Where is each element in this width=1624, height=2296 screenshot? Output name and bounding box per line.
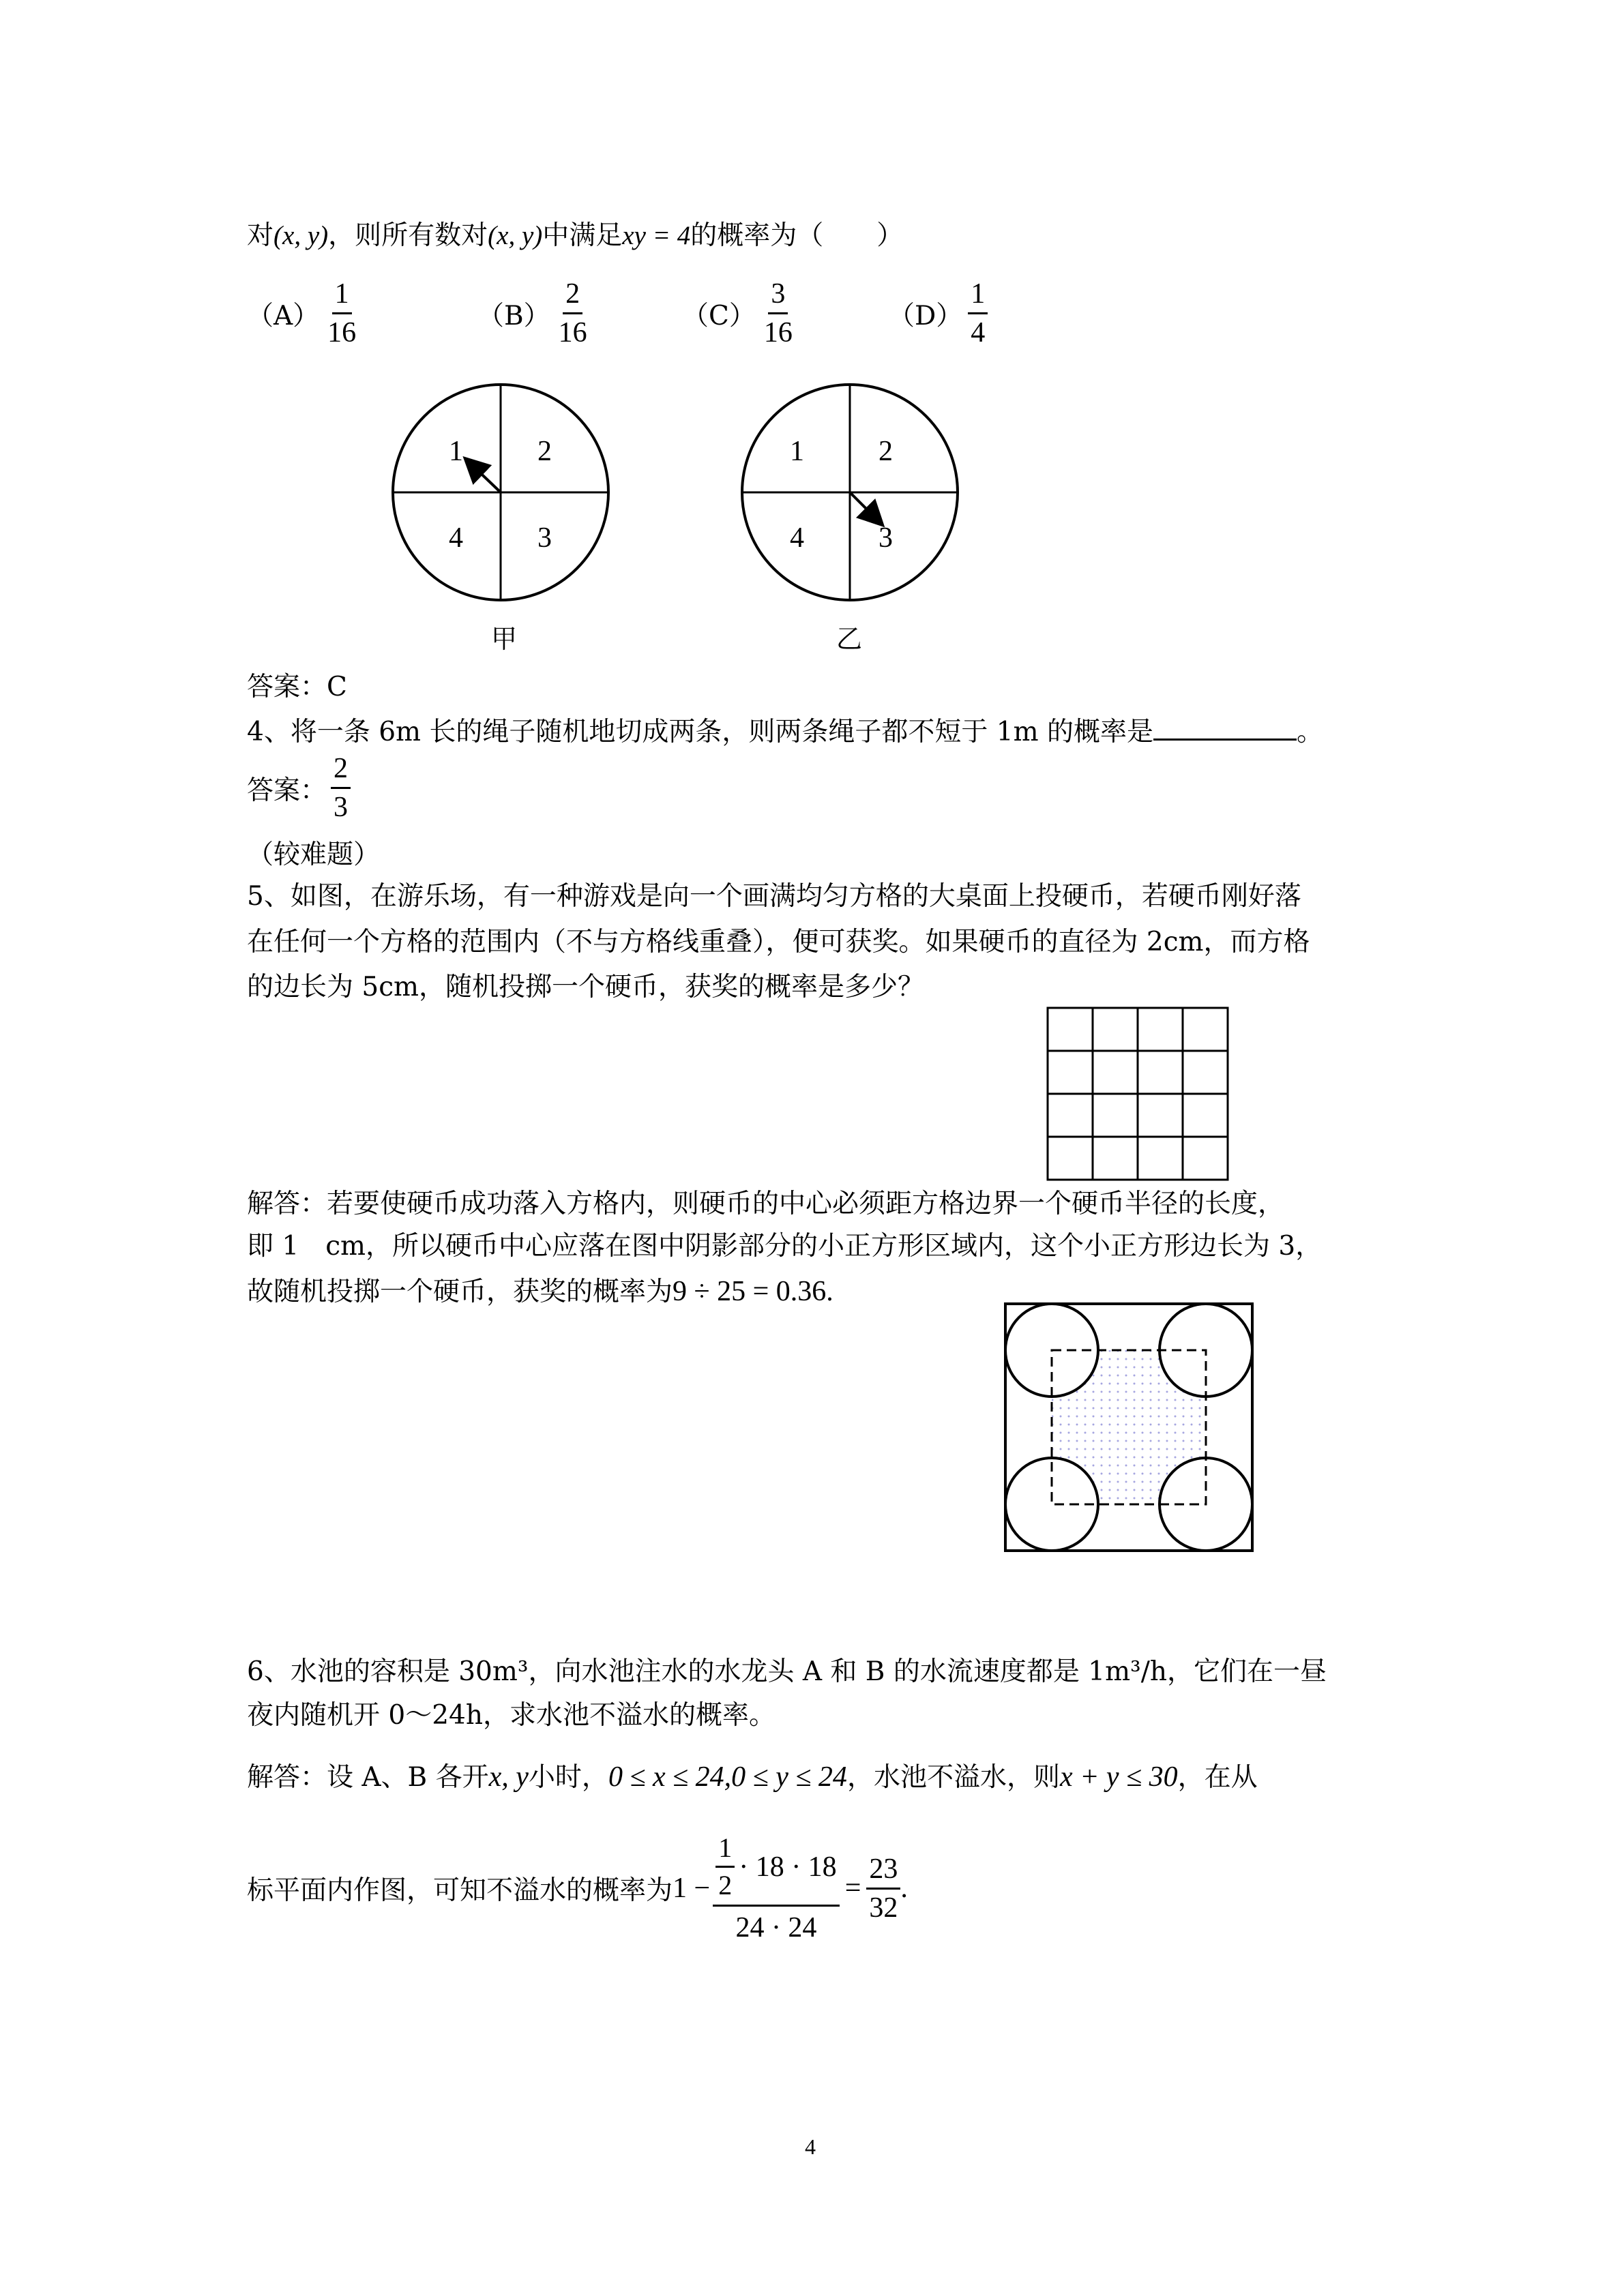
option-d-label: （D） [888,300,963,331]
option-d-num: 1 [968,280,988,314]
spinner-left-num-2: 2 [537,436,552,467]
q5-line-3: 的边长为 5cm，随机投掷一个硬币，获奖的概率是多少？ [247,972,925,1002]
q6-inner-num: 1 [715,1834,735,1868]
q5-sol-3 [247,1272,833,1311]
q4-answer-blank [1153,711,1297,741]
option-d-den: 4 [971,317,986,348]
q5-sol-3-math: 9 ÷ 25 = 0.36. [673,1276,833,1307]
spinner-left-num-3: 3 [537,522,552,554]
q6-sol-tail: ，在从 [1177,1762,1258,1793]
q4-text: 4、将一条 6m 长的绳子随机地切成两条，则两条绳子都不短于 1m 的概率是 [247,717,1153,747]
spinner-figure [382,375,982,661]
q6-sol-mid: 小时， [528,1762,608,1793]
spinner-left-num-4: 4 [449,522,463,554]
option-a-label: （A） [247,300,320,331]
q4-answer-frac [331,754,351,822]
option-d-frac [968,280,988,347]
spinner-right-num-4: 4 [790,522,804,554]
q6-res-den: 32 [869,1892,898,1924]
option-b-den: 16 [558,317,587,348]
spinner-left-arrow [471,464,501,492]
q3-pair1: (x, y) [274,221,329,250]
q4-question [247,711,1323,751]
spinner-right-num-2: 2 [879,436,893,467]
q6-sol-vars: x, y [488,1761,529,1793]
q3-stem [247,217,903,255]
spinner-right-caption: 乙 [836,624,863,654]
q5-sol-2: 即 1 cm，所以硬币中心应落在图中阴影部分的小正方形区域内，这个小正方形边长为 3， [247,1231,1323,1262]
q3-mid1: ，则所有数对 [328,220,488,251]
coin-figure [1001,1300,1256,1555]
q6-one-minus: 1 − [673,1873,711,1904]
q4-answer-num: 2 [331,754,351,789]
q4-answer-den: 3 [334,792,349,823]
q6-line-2: 夜内随机开 0～24h，求水池不溢水的概率。 [247,1700,776,1731]
spinner-right-num-3: 3 [879,522,893,554]
option-c [682,280,795,347]
q3-pair2: (x, y) [488,221,543,250]
q6-equals: = [844,1873,861,1904]
q5-sol-3-pre: 故随机投掷一个硬币，获奖的概率为 [247,1277,673,1307]
grid-figure [1044,1004,1232,1184]
q3-cond: xy = 4 [622,221,691,250]
q6-big-frac-num [713,1834,839,1907]
q6-sol2-pre: 标平面内作图，可知不溢水的概率为 [247,1875,673,1906]
spinner-left [393,385,608,654]
option-d [888,280,988,347]
q6-big-frac [713,1834,839,1942]
spinner-right-num-1: 1 [790,436,804,467]
q4-answer [247,754,351,822]
spinner-left-num-1: 1 [449,436,463,467]
q3-stem-pre: 对 [247,220,274,251]
option-a [247,280,359,347]
q6-outer-den: 24 · 24 [735,1912,817,1943]
q6-sol-mid2: ，水池不溢水，则 [846,1762,1060,1793]
q6-sol-range: 0 ≤ x ≤ 24,0 ≤ y ≤ 24 [608,1761,847,1793]
q6-inner-rest: · 18 · 18 [739,1851,837,1883]
q6-sol-pre: 解答：设 A、B 各开 [247,1762,489,1793]
option-a-frac [325,280,359,347]
option-b [477,280,590,347]
q6-line-1: 6、水池的容积是 30m³，向水池注水的水龙头 A 和 B 的水流速度都是 1m³/h，它们在一昼 [247,1656,1327,1687]
spinner-right-arrow [850,492,877,520]
q3-mid2: 中满足 [542,220,623,251]
q4-answer-label: 答案： [247,775,327,806]
spinner-left-caption: 甲 [491,624,518,654]
option-b-frac [556,280,590,347]
option-c-num: 3 [768,280,788,314]
q5-sol-1: 解答：若要使硬币成功落入方格内，则硬币的中心必须距方格边界一个硬币半径的长度， [247,1189,1285,1219]
q6-res-num: 23 [866,1855,900,1890]
q5-line-1: 5、如图，在游乐场，有一种游戏是向一个画满均匀方格的大桌面上投硬币，若硬币刚好落 [247,881,1301,912]
q6-inner-den: 2 [718,1870,733,1900]
option-c-den: 16 [763,317,793,348]
q6-sol-1 [247,1758,1258,1797]
q6-sol-2 [247,1834,908,1942]
q6-result-frac [866,1855,900,1922]
q6-inner-frac [715,1834,735,1899]
option-c-frac [761,280,795,347]
page-number: 4 [805,2134,816,2159]
q4-tail: 。 [1297,717,1324,747]
option-a-num: 1 [332,280,352,314]
q3-tail: 的概率为（ ） [690,220,904,251]
option-b-num: 2 [563,280,582,314]
q5-line-2: 在任何一个方格的范围内（不与方格线重叠），便可获奖。如果硬币的直径为 2cm，而方格 [247,927,1310,957]
coin-circle-bottom-left [1005,1458,1098,1551]
spinner-right [742,385,958,654]
option-a-den: 16 [327,317,357,348]
q3-answer: 答案：C [247,672,347,702]
option-c-label: （C） [682,300,756,331]
q4-difficulty: （较难题） [247,839,381,870]
q6-sol-ineq: x + y ≤ 30 [1059,1761,1178,1793]
option-b-label: （B） [477,300,550,331]
q6-period: . [900,1873,908,1904]
